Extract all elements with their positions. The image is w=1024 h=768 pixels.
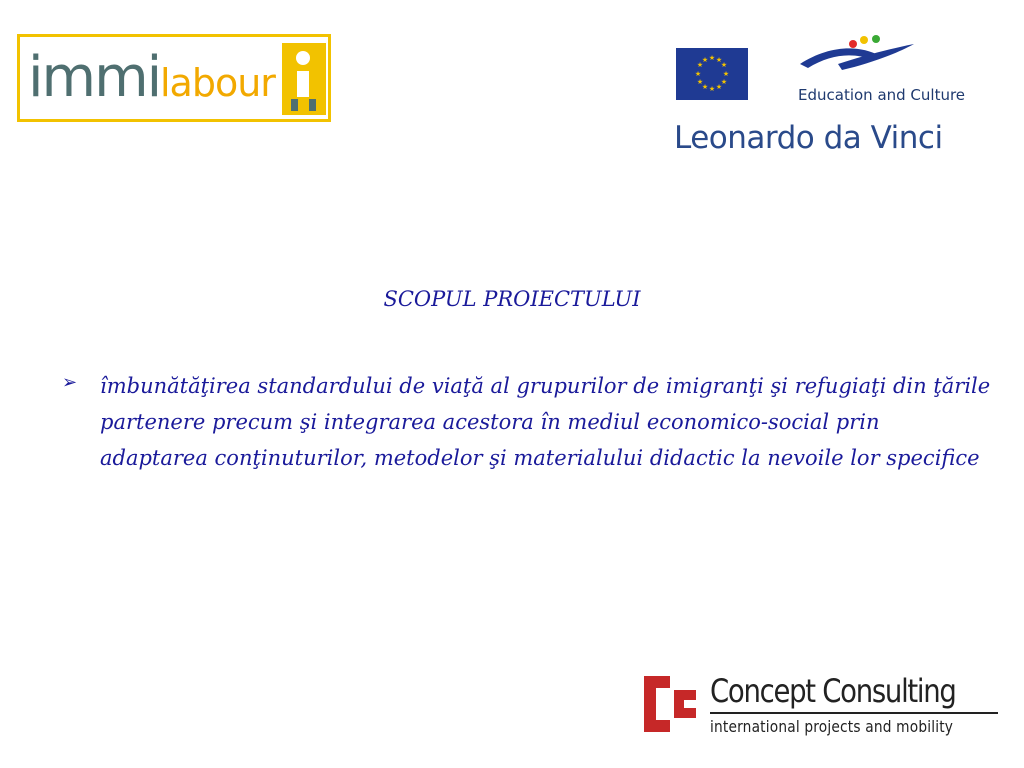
slide-title: SCOPUL PROIECTULUI [383, 287, 641, 311]
eu-flag-icon [676, 48, 748, 100]
immi-logo-word: immi [28, 45, 161, 110]
svg-text:★: ★ [715, 83, 723, 91]
bullet-item [62, 368, 992, 476]
logo-divider-line [710, 712, 998, 714]
labour-logo-word: labour [160, 61, 275, 105]
svg-text:★: ★ [696, 61, 704, 69]
concept-consulting-c-icon [640, 674, 700, 734]
svg-text:★: ★ [708, 85, 716, 93]
svg-text:★: ★ [701, 83, 709, 91]
concept-consulting-tagline: international projects and mobility [710, 717, 954, 736]
svg-text:★: ★ [720, 61, 728, 69]
svg-text:★: ★ [708, 54, 716, 62]
education-culture-swoosh-icon [798, 34, 918, 80]
svg-text:★: ★ [701, 56, 709, 64]
svg-text:★: ★ [720, 78, 728, 86]
svg-text:★: ★ [722, 70, 730, 78]
concept-consulting-name: Concept Consulting [710, 672, 956, 710]
svg-text:★: ★ [696, 78, 704, 86]
svg-text:★: ★ [715, 56, 723, 64]
leonardo-da-vinci-title: Leonardo da Vinci [674, 120, 943, 156]
svg-text:★: ★ [694, 70, 702, 78]
bullet-text: îmbunătăţirea standardului de viaţă al grupurilor de imigranţi şi refugiaţi din ţările partenere precum şi integrarea acestora în mediul economico-social prin adaptarea conţinuturilor, metodelor şi materialului didactic la nevoile lor specifice [100, 374, 991, 470]
immi-labour-logo [17, 34, 331, 122]
arrow-bullet-icon: ➢ [62, 372, 78, 393]
info-i-icon [282, 43, 326, 115]
education-culture-label: Education and Culture [798, 86, 966, 104]
